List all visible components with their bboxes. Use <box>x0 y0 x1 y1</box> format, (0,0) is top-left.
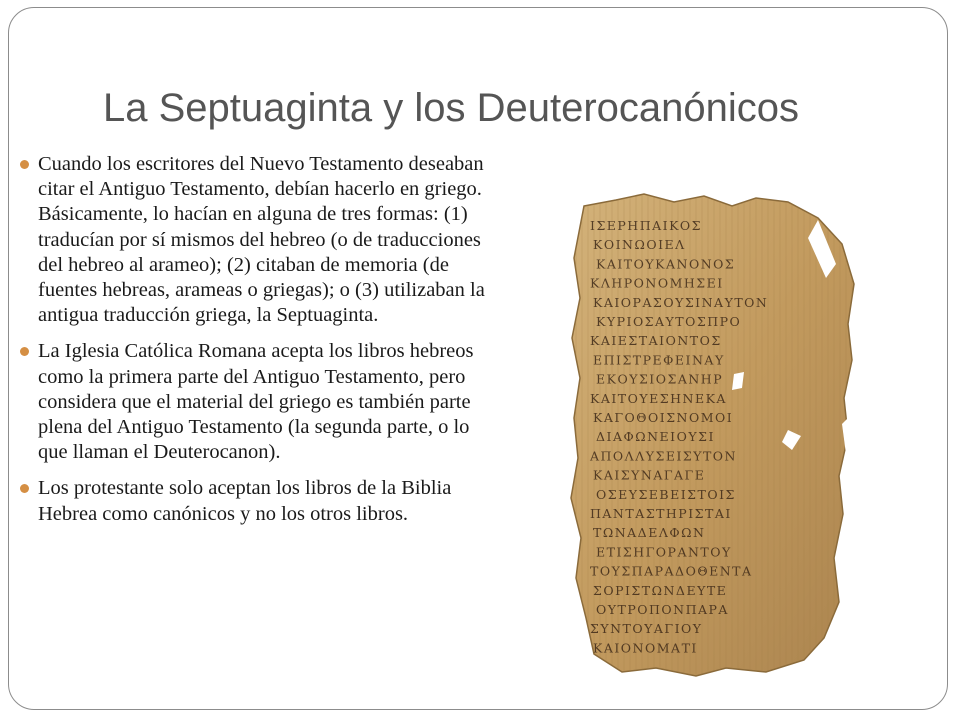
slide-title: La Septuaginta y los Deuterocanónicos <box>103 86 800 130</box>
papyrus-text-line: ΚΟΙΝΩΟΙΕΛ <box>593 237 686 253</box>
papyrus-text-line: ΕΠΙΣΤΡΕΦΕΙΝΑΥ <box>593 352 725 368</box>
papyrus-text-line: ΣΥΝΤΟΥΑΓΙΟΥ <box>590 621 703 637</box>
bullet-list <box>20 152 500 538</box>
bullet-dot <box>20 347 29 356</box>
bullet-text-1: Cuando los escritores del Nuevo Testamento deseaban citar el Antiguo Testamento, debían hacerlo en griego. Básicamente, lo hacían en alguna de tres formas: (1) traducían por sí mismos del hebreo (o de traducciones del hebreo al arameo); (2) citaban de memoria (de fuentes hebreas, arameas o griegas); o (3) utilizaban la antigua traducción griega, la Septuaginta. <box>38 153 485 327</box>
papyrus-illustration <box>556 184 876 684</box>
papyrus-text-line: ΚΑΙΣΥΝΑΓΑΓΕ <box>593 467 706 483</box>
papyrus-text-line: ΚΑΙΤΟΥΚΑΝΟΝΟΣ <box>596 256 736 272</box>
papyrus-text-line: ΚΑΙΕΣΤΑΙΟΝΤΟΣ <box>590 333 722 349</box>
papyrus-text-line: ΚΑΙΟΝΟΜΑΤΙ <box>593 640 698 656</box>
papyrus-text-line: ΚΥΡΙΟΣΑΥΤΟΣΠΡΟ <box>596 314 742 329</box>
papyrus-text-line: ΑΠΟΛΛΥΣΕΙΣΥΤΟΝ <box>590 448 737 464</box>
papyrus-text-line: ΔΙΑΦΩΝΕΙΟΥΣΙ <box>596 429 715 445</box>
bullet-dot <box>20 160 29 169</box>
papyrus-text-line: ΤΟΥΣΠΑΡΑΔΟΘΕΝΤΑ <box>590 563 753 579</box>
bullet-item-1 <box>20 152 500 328</box>
papyrus-text-line: ΚΑΙΤΟΥΕΣΗΝΕΚΑ <box>590 390 727 406</box>
papyrus-text-line: ΟΥΤΡΟΠΟΝΠΑΡΑ <box>596 602 729 617</box>
papyrus-text-line: ΚΛΗΡΟΝΟΜΗΣΕΙ <box>590 275 724 291</box>
bullet-text-3: Los protestante solo aceptan los libros de la Biblia Hebrea como canónicos y no los otros libros. <box>38 477 452 525</box>
papyrus-text-line: ΠΑΝΤΑΣΤΗΡΙΣΤΑΙ <box>590 506 732 521</box>
papyrus-text-line: ΣΟΡΙΣΤΩΝΔΕΥΤΕ <box>593 582 728 598</box>
bullet-dot <box>20 484 29 493</box>
papyrus-text-line: ΙΣΕΡΗΠΑΙΚΟΣ <box>590 218 703 233</box>
bullet-text-2: La Iglesia Católica Romana acepta los libros hebreos como la primera parte del Antiguo Testamento, pero considera que el material del griego es también parte plena del Antiguo Testamento (la segunda parte, o lo que llaman el Deuterocanon). <box>38 340 474 464</box>
papyrus-text-line: ΕΤΙΣΗΓΟΡΑΝΤΟΥ <box>596 544 732 560</box>
bullet-item-2 <box>20 339 500 465</box>
bullet-item-3 <box>20 476 500 526</box>
papyrus-fragment-image <box>556 184 876 684</box>
papyrus-text-line: ΤΩΝΑΔΕΛΦΩΝ <box>593 525 706 541</box>
papyrus-text-line: ΕΚΟΥΣΙΟΣΑΝΗΡ <box>596 371 724 387</box>
papyrus-text-line: ΚΑΙΟΡΑΣΟΥΣΙΝΑΥΤΟΝ <box>593 294 769 310</box>
papyrus-text-line: ΟΣΕΥΣΕΒΕΙΣΤΟΙΣ <box>596 486 736 502</box>
papyrus-text-line: ΚΑΓΟΘΟΙΣΝΟΜΟΙ <box>593 410 734 425</box>
